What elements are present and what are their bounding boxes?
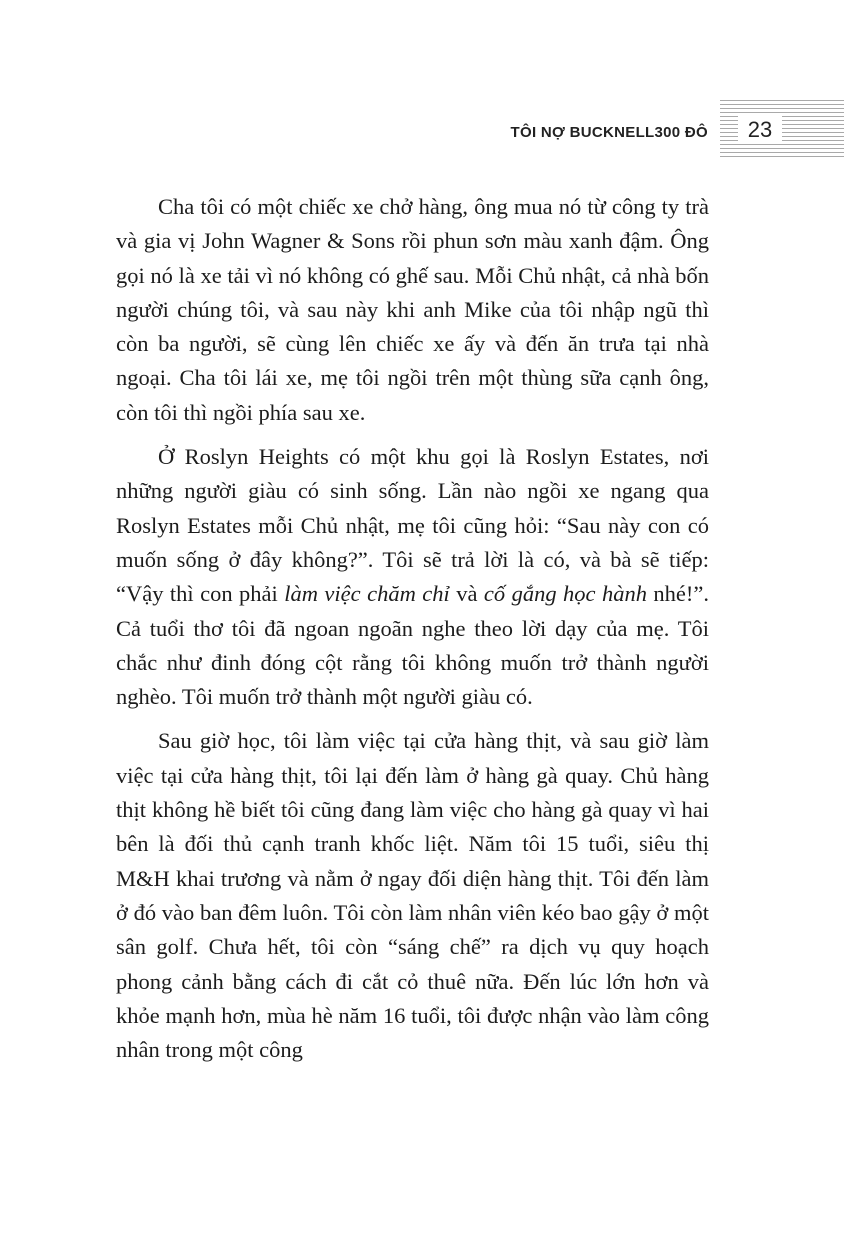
paragraph-2-text-c: nhé!”. Cả tuổi thơ tôi đã ngoan ngoãn nghe theo lời dạy của mẹ. Tôi chắc như đinh đóng cột rằng tôi không muốn trở thành người nghèo. Tôi muốn trở thành một người giàu có. [116, 581, 710, 710]
paragraph-3 [116, 724, 709, 1067]
page-number: 23 [738, 116, 782, 144]
running-header-title: TÔI NỢ BUCKNELL300 ĐÔ [510, 124, 708, 141]
emphasis-study-hard: cố gắng học hành [483, 581, 647, 607]
emphasis-work-hard: làm việc chăm chỉ [284, 581, 450, 607]
paragraph-2-text-a: Ở Roslyn Heights có một khu gọi là Roslyn Estates, nơi những người giàu có sinh sống. Lần nào ngồi xe ngang qua Roslyn Estates mỗi Chủ nhật, mẹ tôi cũng hỏi: “Sau này con có muốn sống ở đây không?”. Tôi sẽ trả lời là có, và bà sẽ tiếp: “Vậy thì con phải [116, 444, 709, 607]
paragraph-3-text: Sau giờ học, tôi làm việc tại cửa hàng thịt, và sau giờ làm việc tại cửa hàng thịt, tôi lại đến làm ở hàng gà quay. Chủ hàng thịt không hề biết tôi cũng đang làm việc cho hàng gà quay vì hai bên là đối thủ cạnh tranh khốc liệt. Năm tôi 15 tuổi, siêu thị M&H khai trương và nằm ở ngay đối diện hàng thịt. Tôi đến làm ở đó vào ban đêm luôn. Tôi còn làm nhân viên kéo bao gậy ở một sân golf. Chưa hết, tôi còn “sáng chế” ra dịch vụ quy hoạch phong cảnh bằng cách đi cắt cỏ thuê nữa. Đến lúc lớn hơn và khỏe mạnh hơn, mùa hè năm 16 tuổi, tôi được nhận vào làm công nhân trong một công [116, 728, 709, 1063]
paragraph-2 [116, 440, 709, 714]
paragraph-1 [116, 190, 709, 430]
body-text [116, 190, 709, 1067]
paragraph-2-text-b: và [449, 581, 484, 607]
paragraph-1-text: Cha tôi có một chiếc xe chở hàng, ông mua nó từ công ty trà và gia vị John Wagner & Sons rồi phun sơn màu xanh đậm. Ông gọi nó là xe tải vì nó không có ghế sau. Mỗi Chủ nhật, cả nhà bốn người chúng tôi, và sau này khi anh Mike của tôi nhập ngũ thì còn ba người, sẽ cùng lên chiếc xe ấy và đến ăn trưa tại nhà ngoại. Cha tôi lái xe, mẹ tôi ngồi trên một thùng sữa cạnh ông, còn tôi thì ngồi phía sau xe. [116, 194, 709, 425]
